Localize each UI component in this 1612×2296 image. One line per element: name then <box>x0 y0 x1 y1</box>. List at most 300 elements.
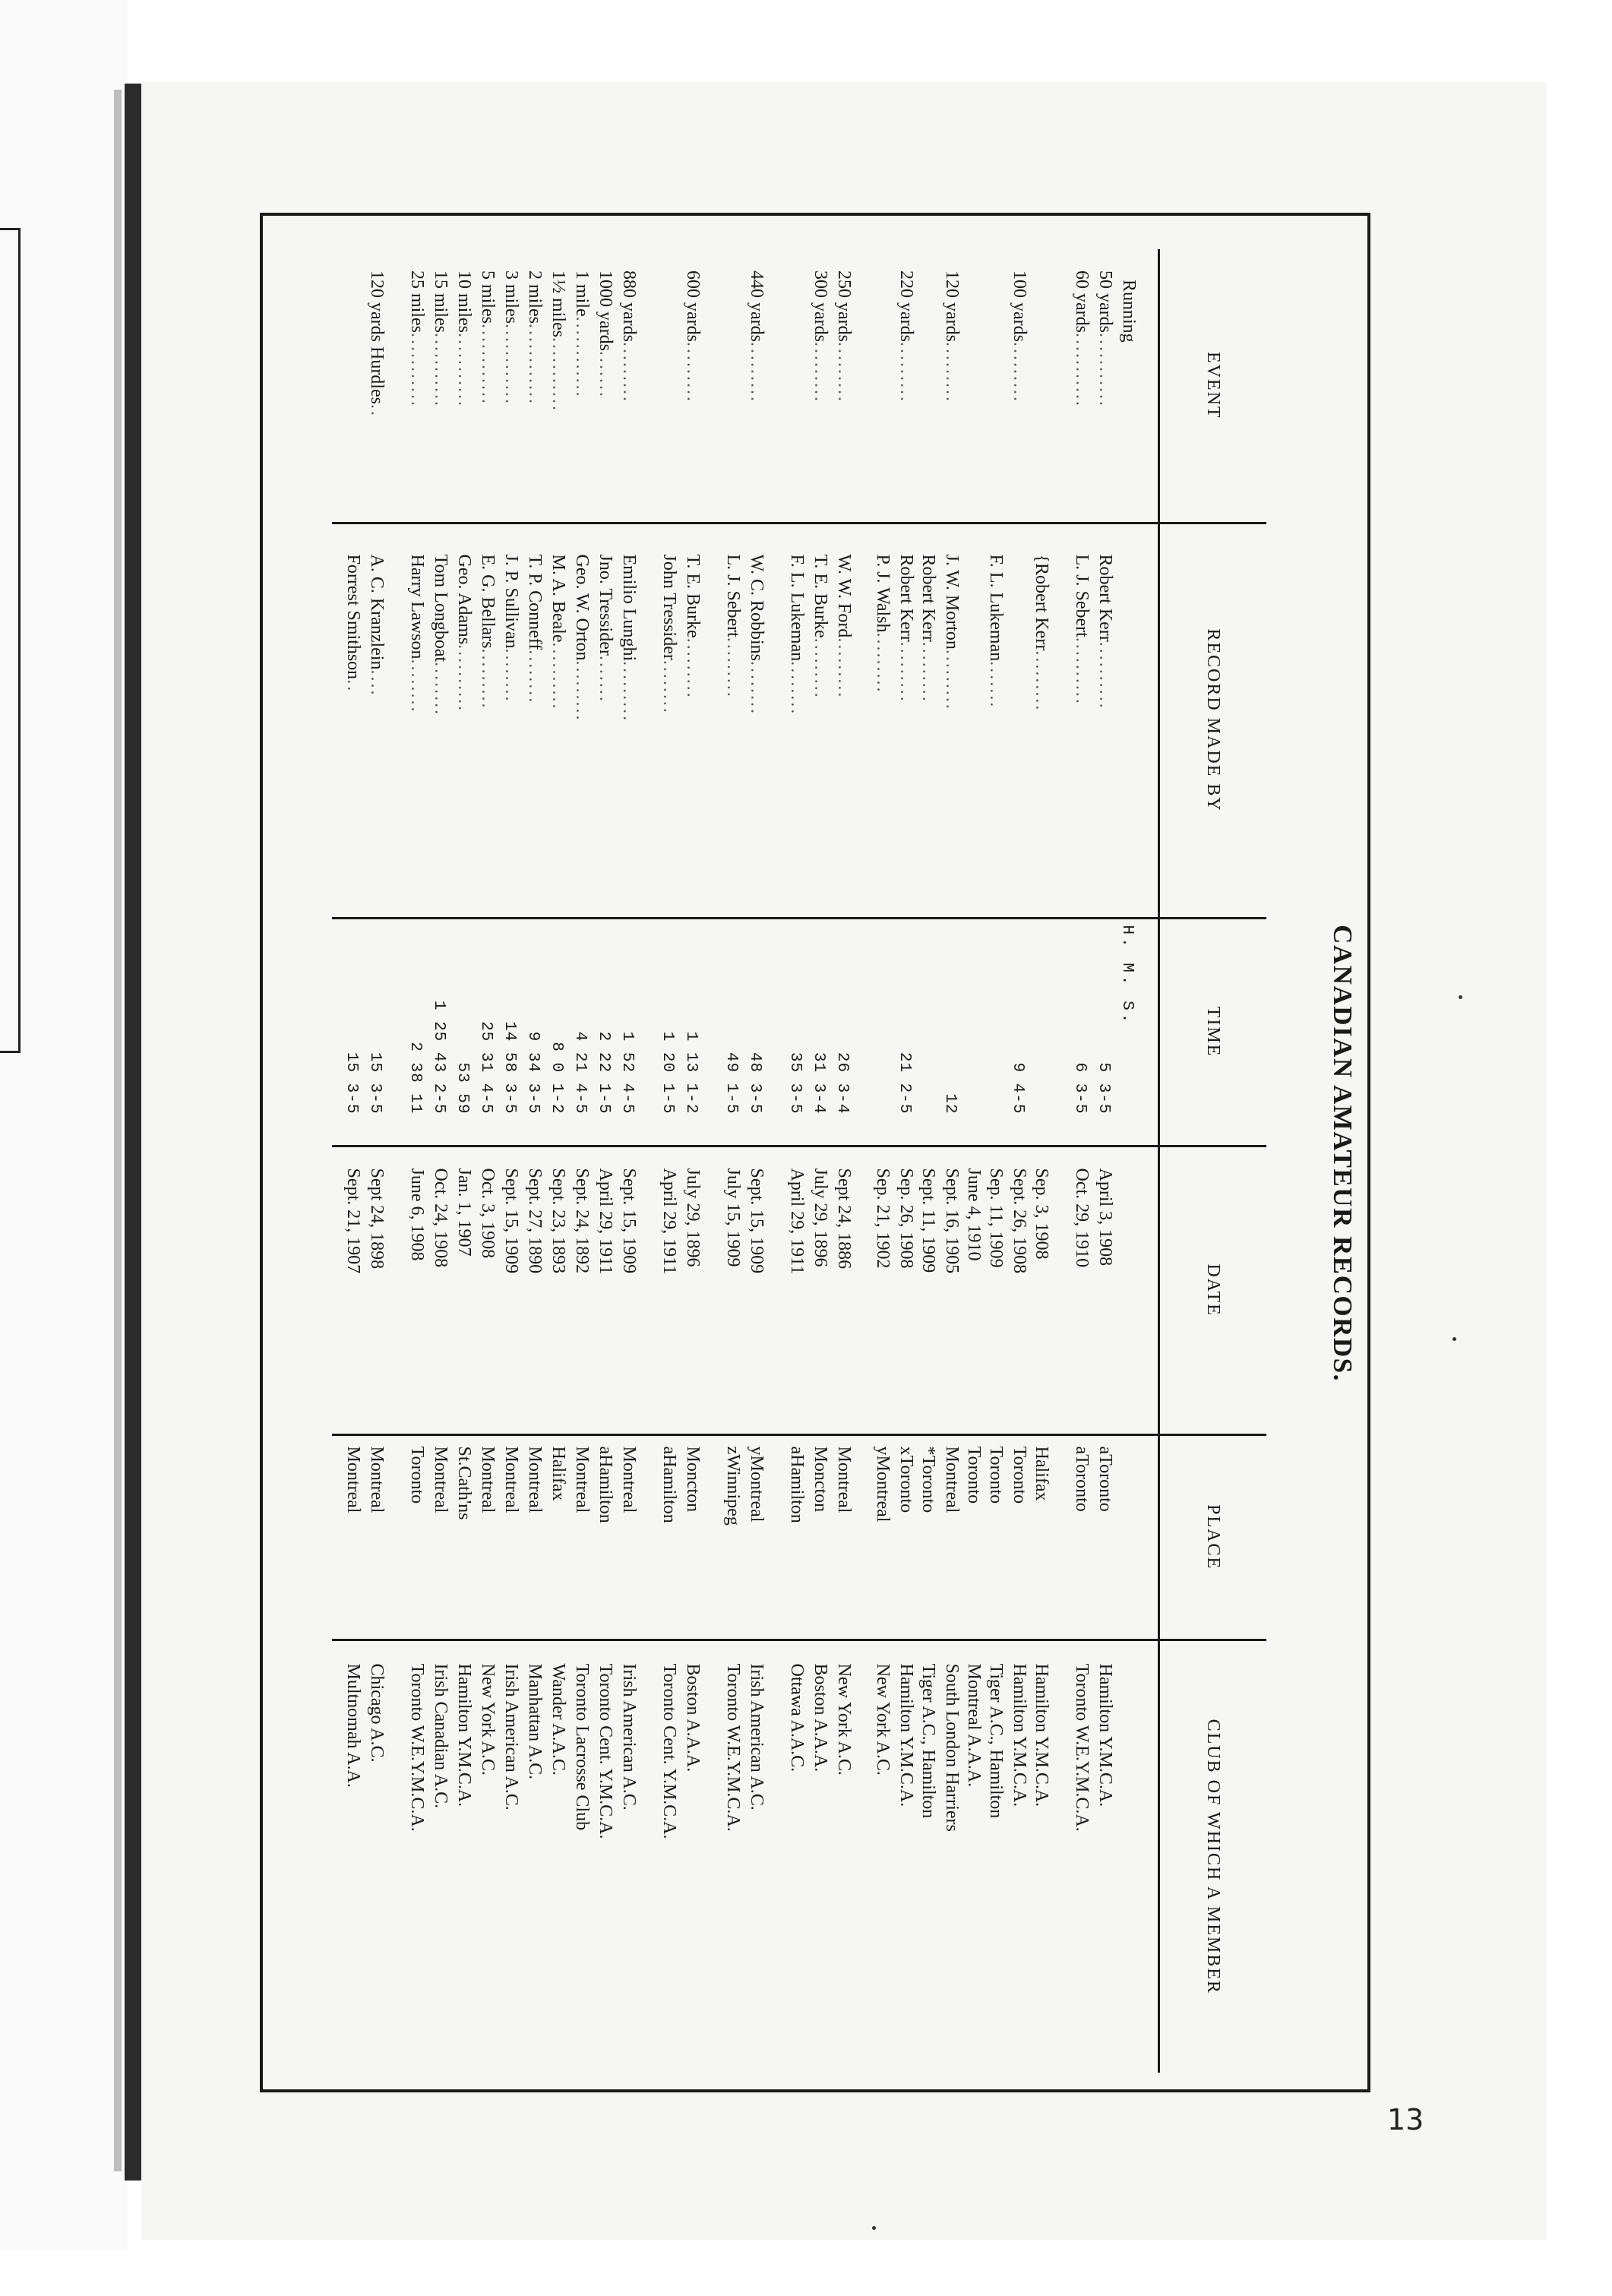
record-club-cell <box>616 1640 640 2073</box>
table-header-row <box>1159 249 1267 2073</box>
row-gap <box>767 249 784 2073</box>
record-club: Ottawa A.A.C. <box>787 1663 807 1773</box>
event-name-cell <box>962 249 985 523</box>
record-time-cell <box>616 918 640 1146</box>
record-time-cell <box>1069 918 1092 1146</box>
record-club: Hamilton Y.M.C.A. <box>1095 1663 1115 1807</box>
event-name-cell <box>656 249 680 523</box>
event-leaders: ........... <box>1095 332 1115 408</box>
record-time: 2 22 1-5 <box>595 1031 612 1115</box>
record-time: 49 1-5 <box>722 1052 740 1115</box>
record-place-cell <box>340 1434 364 1640</box>
record-club-cell <box>364 1640 387 2073</box>
record-club-cell <box>962 1640 985 2073</box>
record-date-cell <box>656 1146 680 1434</box>
record-holder-cell <box>475 523 498 918</box>
holder-leaders: ........ <box>407 659 427 714</box>
facing-page-frame <box>0 228 21 1053</box>
holder-leaders: .......... <box>1072 637 1092 706</box>
event-name: 1 mile <box>572 270 592 317</box>
record-time: 21 2-5 <box>896 1052 913 1115</box>
event-name: 25 miles <box>407 270 427 333</box>
record-holder-cell <box>808 523 831 918</box>
record-club: Tiger A.C., Hamilton <box>918 1663 938 1819</box>
holder-leaders: ......... <box>942 649 962 711</box>
holder-leaders: ........ <box>787 661 807 716</box>
holder-leaders: ........ <box>659 659 679 715</box>
record-date-cell <box>1007 1146 1030 1434</box>
record-time: 8 0 1-2 <box>548 1042 565 1115</box>
page-title: CANADIAN AMATEUR RECORDS. <box>1328 925 1358 1382</box>
table-row <box>522 249 545 2073</box>
record-date: Sept. 21, 1907 <box>343 1168 363 1274</box>
table-row <box>475 249 498 2073</box>
gap-cell <box>855 523 871 918</box>
record-holder-cell <box>404 523 428 918</box>
record-club-cell <box>340 1640 364 2073</box>
gap-cell <box>387 249 404 523</box>
record-date-cell <box>831 1146 855 1434</box>
gap-cell <box>703 1146 720 1434</box>
record-place: aHamilton <box>659 1446 679 1523</box>
record-date-cell <box>404 1146 428 1434</box>
row-gap <box>703 249 720 2073</box>
record-date: July 29, 1896 <box>811 1168 830 1267</box>
record-date: June 6, 1908 <box>407 1168 427 1261</box>
record-club: New York A.C. <box>478 1663 498 1776</box>
gap-cell <box>855 1146 871 1434</box>
record-place-cell <box>917 1434 939 1640</box>
holder-leaders: ......... <box>683 637 703 700</box>
holder-leaders: ......... <box>918 641 938 704</box>
record-holder-cell <box>1092 523 1116 918</box>
holder-leaders: ......... <box>834 637 854 700</box>
table-row <box>720 249 744 2073</box>
table-row <box>593 249 616 2073</box>
record-place: yMontreal <box>747 1446 766 1523</box>
record-time-cell <box>451 918 475 1146</box>
page-edge <box>114 90 122 2171</box>
holder-leaders: .... <box>367 669 387 697</box>
gap-cell <box>855 918 871 1146</box>
record-time: 15 3-5 <box>366 1052 384 1115</box>
record-place: aToronto <box>1072 1446 1092 1512</box>
record-time-cell <box>784 918 808 1146</box>
gap-cell <box>387 1640 404 2073</box>
record-date-cell <box>871 1146 893 1434</box>
record-club-cell <box>522 1640 545 2073</box>
record-time: 6 3-5 <box>1071 1062 1089 1115</box>
holder-leaders: ......... <box>619 661 639 723</box>
record-time-cell <box>1030 918 1052 1146</box>
record-time: 12 <box>941 1093 959 1115</box>
record-time-cell <box>985 918 1007 1146</box>
record-holder: Emilio Lunghi <box>619 554 639 662</box>
record-place-cell <box>962 1434 985 1640</box>
empty-cell <box>1116 1640 1159 2073</box>
rotated-content <box>271 226 1358 2080</box>
record-holder: Jno. Tressider <box>596 554 615 656</box>
record-holder-cell <box>522 523 545 918</box>
record-place-cell <box>871 1434 893 1640</box>
event-leaders: ........... <box>1072 332 1092 408</box>
event-leaders: ....... <box>596 350 615 399</box>
record-club-cell <box>428 1640 451 2073</box>
event-leaders: ......... <box>1010 341 1029 403</box>
holder-leaders: ......... <box>723 637 743 699</box>
event-name-cell <box>1030 249 1052 523</box>
record-time-cell <box>364 918 387 1146</box>
record-holder-cell <box>831 523 855 918</box>
event-leaders: ......... <box>683 341 703 403</box>
record-date-cell <box>962 1146 985 1434</box>
holder-leaders: ........ <box>747 660 766 716</box>
event-name: 5 miles <box>478 270 498 324</box>
record-place-cell <box>593 1434 616 1640</box>
event-name-cell <box>831 249 855 523</box>
record-place: Montreal <box>942 1446 962 1513</box>
record-holder: M. A. Beale <box>548 554 568 643</box>
record-place: Montreal <box>619 1446 639 1513</box>
record-place-cell <box>1092 1434 1116 1640</box>
event-name: 300 yards <box>811 270 830 342</box>
record-place-cell <box>428 1434 451 1640</box>
event-name-cell <box>451 249 475 523</box>
record-holder-cell <box>893 523 917 918</box>
record-holder-cell <box>364 523 387 918</box>
record-time: 25 31 4-5 <box>477 1021 495 1115</box>
record-club-cell <box>1007 1640 1030 2073</box>
record-club: Boston A.A.A. <box>683 1663 703 1773</box>
holder-leaders: ........ <box>525 650 545 705</box>
event-name-cell <box>871 249 893 523</box>
record-time-cell <box>680 918 703 1146</box>
event-name-cell <box>616 249 640 523</box>
record-place: Montreal <box>431 1446 450 1513</box>
event-leaders: ......... <box>619 341 639 403</box>
record-place: Montreal <box>525 1446 545 1513</box>
record-holder: T. P. Conneff <box>525 554 545 650</box>
record-time-cell <box>893 918 917 1146</box>
tail-cell <box>332 249 340 523</box>
record-club-cell <box>1092 1640 1116 2073</box>
record-holder-cell <box>680 523 703 918</box>
record-club: Hamilton Y.M.C.A. <box>1032 1663 1051 1807</box>
record-time-cell <box>593 918 616 1146</box>
record-time: 5 3-5 <box>1095 1062 1112 1115</box>
event-name-cell <box>475 249 498 523</box>
record-date: Sept 24, 1886 <box>834 1168 854 1270</box>
record-time: 15 3-5 <box>343 1052 360 1115</box>
record-date-cell <box>939 1146 962 1434</box>
record-holder-cell <box>545 523 569 918</box>
event-name-cell <box>1092 249 1116 523</box>
record-place: Toronto <box>1010 1446 1029 1504</box>
record-holder: L. J. Sebert <box>1072 554 1092 637</box>
event-name: 3 miles <box>501 270 521 324</box>
gap-cell <box>1052 918 1069 1146</box>
record-holder-cell <box>962 523 985 918</box>
table-row <box>1069 249 1092 2073</box>
gap-cell <box>1052 249 1069 523</box>
gap-cell <box>387 1146 404 1434</box>
record-date-cell <box>744 1146 767 1434</box>
gap-cell <box>855 249 871 523</box>
record-holder: Geo. W. Orton <box>572 554 592 661</box>
table-row <box>569 249 593 2073</box>
record-club-cell <box>680 1640 703 2073</box>
holder-leaders: ....... <box>596 655 615 704</box>
record-time-cell <box>1092 918 1116 1146</box>
record-date: Oct. 29, 1910 <box>1072 1168 1092 1268</box>
record-place: Montreal <box>343 1446 363 1513</box>
record-place-cell <box>784 1434 808 1640</box>
gap-cell <box>703 918 720 1146</box>
record-date: Sept. 24, 1892 <box>572 1168 592 1274</box>
speck <box>1452 1337 1456 1341</box>
record-club: Manhattan A.C. <box>525 1663 545 1780</box>
record-time-cell <box>871 918 893 1146</box>
record-holder: F. L. Lukeman <box>787 554 807 662</box>
gap-cell <box>703 1640 720 2073</box>
record-club: Toronto W.E.Y.M.C.A. <box>407 1663 427 1832</box>
record-club: Hamilton Y.M.C.A. <box>896 1663 916 1807</box>
record-club-cell <box>451 1640 475 2073</box>
record-time: 9 34 3-5 <box>524 1031 542 1115</box>
record-place: Montreal <box>501 1446 521 1513</box>
record-place: Montreal <box>367 1446 387 1513</box>
records-table <box>332 249 1266 2073</box>
record-date: Oct. 24, 1908 <box>431 1168 450 1268</box>
record-place: Toronto <box>986 1446 1006 1504</box>
record-place: Moncton <box>683 1446 703 1513</box>
record-club: Multnomah A.A. <box>343 1663 363 1788</box>
record-date: Sept. 15, 1909 <box>747 1168 766 1274</box>
units-row <box>1116 249 1159 2073</box>
record-date-cell <box>340 1146 364 1434</box>
record-place: zWinnipeg <box>723 1446 743 1526</box>
record-holder: T. E. Burke <box>811 554 830 638</box>
gap-cell <box>767 1146 784 1434</box>
record-holder: F. L. Lukeman <box>986 554 1006 662</box>
event-name-cell <box>893 249 917 523</box>
event-leaders: ............ <box>572 316 592 399</box>
event-name-cell <box>1007 249 1030 523</box>
record-place-cell <box>498 1434 522 1640</box>
header-time: TIME <box>1159 918 1267 1146</box>
record-place: Moncton <box>811 1446 830 1513</box>
table-row <box>428 249 451 2073</box>
record-place: Toronto <box>964 1446 984 1504</box>
record-place-cell <box>364 1434 387 1640</box>
event-name: 60 yards <box>1072 270 1092 333</box>
record-place-cell <box>744 1434 767 1640</box>
event-name-cell <box>498 249 522 523</box>
record-place: xToronto <box>896 1446 916 1513</box>
record-club: South London Harriers <box>942 1663 962 1832</box>
record-club-cell <box>475 1640 498 2073</box>
record-club: Montreal A.A.A. <box>964 1663 984 1788</box>
event-leaders: ............ <box>478 324 498 406</box>
record-date: Sept. 15, 1909 <box>501 1168 521 1274</box>
record-holder: Tom Longboat <box>431 554 450 663</box>
record-holder-cell <box>1030 523 1052 918</box>
section-label <box>1116 249 1159 523</box>
record-date: Sept. 26, 1908 <box>1010 1168 1029 1274</box>
record-date: July 15, 1909 <box>723 1168 743 1267</box>
record-club: Irish American A.C. <box>747 1663 766 1811</box>
record-club: Hamilton Y.M.C.A. <box>1010 1663 1029 1807</box>
record-date: April 29, 1911 <box>596 1168 615 1275</box>
record-club: Irish Canadian A.C. <box>431 1663 450 1809</box>
record-club-cell <box>808 1640 831 2073</box>
event-leaders: ......... <box>811 341 830 403</box>
record-holder-cell <box>616 523 640 918</box>
gap-cell <box>1052 1146 1069 1434</box>
table-row <box>656 249 680 2073</box>
record-place-cell <box>831 1434 855 1640</box>
record-date-cell <box>593 1146 616 1434</box>
record-time: 31 3-4 <box>810 1052 827 1115</box>
record-club: Hamilton Y.M.C.A. <box>454 1663 474 1807</box>
gap-cell <box>640 523 656 918</box>
record-time-cell <box>939 918 962 1146</box>
gap-cell <box>767 249 784 523</box>
record-holder-cell <box>784 523 808 918</box>
record-date: Sep. 11, 1909 <box>986 1168 1006 1268</box>
event-name-cell <box>720 249 744 523</box>
empty-cell <box>1116 523 1159 918</box>
record-holder-cell <box>985 523 1007 918</box>
record-time: 9 4-5 <box>1009 1062 1026 1115</box>
record-place: yMontreal <box>873 1446 893 1523</box>
record-holder: P. J. Walsh <box>873 554 893 633</box>
record-time-cell <box>962 918 985 1146</box>
event-name-cell <box>428 249 451 523</box>
record-holder: Robert Kerr <box>918 554 938 642</box>
row-gap <box>640 249 656 2073</box>
record-date-cell <box>475 1146 498 1434</box>
event-name-cell <box>744 249 767 523</box>
record-club: Wander A.A.C. <box>548 1663 568 1776</box>
record-club-cell <box>404 1640 428 2073</box>
record-date: April 29, 1911 <box>659 1168 679 1275</box>
gap-cell <box>767 1434 784 1640</box>
event-name: 1½ miles <box>548 270 568 337</box>
empty-cell <box>1116 1146 1159 1434</box>
record-place: aToronto <box>1095 1446 1115 1512</box>
record-holder-cell <box>498 523 522 918</box>
record-date: Sept. 27, 1890 <box>525 1168 545 1274</box>
record-club: Toronto Cent. Y.M.C.A. <box>596 1663 615 1839</box>
table-row <box>364 249 387 2073</box>
section-running: Running <box>1119 280 1139 343</box>
record-club: Tiger A.C., Hamilton <box>986 1663 1006 1819</box>
record-club-cell <box>656 1640 680 2073</box>
record-place-cell <box>404 1434 428 1640</box>
record-club-cell <box>985 1640 1007 2073</box>
event-name: 600 yards <box>683 270 703 342</box>
record-time: 1 13 1-2 <box>682 1031 700 1115</box>
event-leaders: ........... <box>431 333 450 408</box>
record-time: 53 59 <box>454 1062 471 1115</box>
record-club-cell <box>831 1640 855 2073</box>
holder-leaders: ......... <box>896 641 916 704</box>
record-place: Halifax <box>1032 1446 1051 1501</box>
record-club-cell <box>593 1640 616 2073</box>
record-date-cell <box>1030 1146 1052 1434</box>
record-time-cell <box>720 918 744 1146</box>
holder-leaders: ......... <box>873 632 893 694</box>
record-time-cell <box>831 918 855 1146</box>
record-holder-cell <box>569 523 593 918</box>
record-date-cell <box>1069 1146 1092 1434</box>
header-date: DATE <box>1159 1146 1267 1434</box>
record-club-cell <box>744 1640 767 2073</box>
table-row <box>831 249 855 2073</box>
holder-leaders: .. <box>343 679 363 694</box>
record-club: Toronto Lacrosse Club <box>572 1663 592 1831</box>
gap-cell <box>767 918 784 1146</box>
record-time-cell <box>475 918 498 1146</box>
event-name-cell <box>545 249 569 523</box>
record-place-cell <box>939 1434 962 1640</box>
record-date-cell <box>364 1146 387 1434</box>
gap-cell <box>640 249 656 523</box>
record-club-cell <box>871 1640 893 2073</box>
event-name: 220 yards <box>896 270 916 342</box>
table-row <box>404 249 428 2073</box>
time-units-cell <box>1116 918 1159 1146</box>
record-date-cell <box>893 1146 917 1434</box>
event-name-cell <box>680 249 703 523</box>
gap-cell <box>640 918 656 1146</box>
record-club-cell <box>720 1640 744 2073</box>
header-event: EVENT <box>1159 249 1267 523</box>
gap-cell <box>703 1434 720 1640</box>
record-time: 14 58 3-5 <box>501 1021 518 1115</box>
event-name: 250 yards <box>834 270 854 342</box>
record-holder-cell <box>451 523 475 918</box>
event-name-cell <box>939 249 962 523</box>
gap-cell <box>387 523 404 918</box>
record-holder: Forrest Smithson <box>343 554 363 680</box>
record-time: 1 52 4-5 <box>618 1031 636 1115</box>
gap-cell <box>640 1434 656 1640</box>
event-leaders: ......... <box>896 341 916 403</box>
record-date: Sept. 23, 1893 <box>548 1168 568 1274</box>
record-date-cell <box>616 1146 640 1434</box>
record-time-cell <box>808 918 831 1146</box>
record-date-cell <box>720 1146 744 1434</box>
header-club: CLUB OF WHICH A MEMBER <box>1159 1640 1267 2073</box>
record-club: Toronto W.E.Y.M.C.A. <box>1072 1663 1092 1832</box>
speck <box>872 2226 876 2230</box>
event-name-cell <box>340 249 364 523</box>
record-holder: E. G. Bellars <box>478 554 498 649</box>
record-date: April 3, 1908 <box>1095 1168 1115 1267</box>
gap-cell <box>640 1146 656 1434</box>
header-record: RECORD MADE BY <box>1159 523 1267 918</box>
holder-leaders: ......... <box>478 648 498 710</box>
tail-cell <box>332 523 340 918</box>
page-number: 13 <box>1387 2103 1424 2136</box>
record-time-cell <box>340 918 364 1146</box>
record-holder-cell <box>720 523 744 918</box>
event-leaders: ........... <box>407 333 427 408</box>
record-place-cell <box>1007 1434 1030 1640</box>
table-row <box>340 249 364 2073</box>
